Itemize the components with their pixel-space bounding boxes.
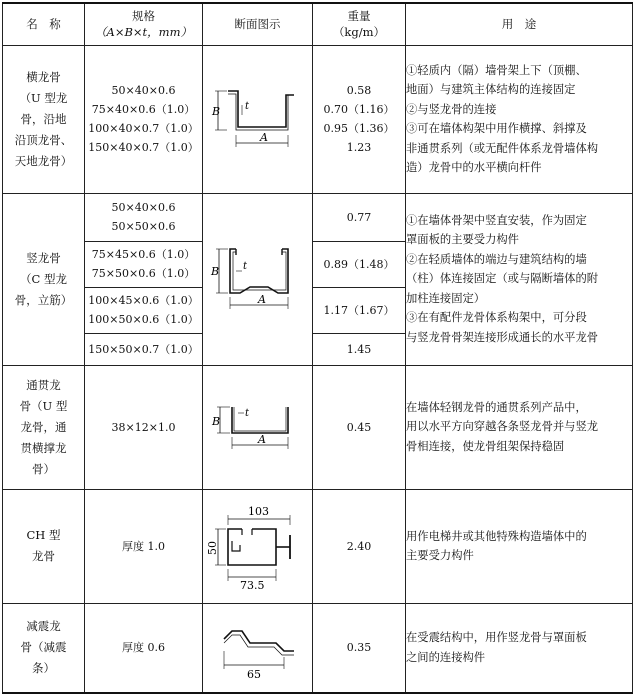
horizontal-use <box>406 45 633 193</box>
ch-weight: 2.40 <box>313 489 406 603</box>
vertical-spec-group-2 <box>85 241 203 287</box>
through-section-figure <box>203 365 313 489</box>
horizontal-use-l4: ③可在墙体构架中用作横撑、斜撑及 <box>406 122 587 135</box>
ch-use-l1: 用作电梯井或其他特殊构造墙体中的 <box>406 529 587 543</box>
header-weight-line2: （kg/m） <box>332 25 386 40</box>
horizontal-weight-2: 0.70（1.16） <box>323 103 395 116</box>
keel-spec-table <box>2 2 633 694</box>
c-profile-figure <box>206 239 310 319</box>
damping-weight: 0.35 <box>313 603 406 693</box>
horizontal-name-l2: （U 型龙 <box>19 90 68 105</box>
ch-section-figure <box>203 489 313 603</box>
vertical-name-l2: （C 型龙 <box>20 271 67 286</box>
vertical-use <box>406 193 633 365</box>
ch-name-l2: 龙骨 <box>32 549 55 563</box>
horizontal-section-figure <box>203 45 313 193</box>
row-ch-keel <box>3 489 633 603</box>
fig-label-b: B <box>211 415 220 428</box>
horizontal-name-l4: 沿顶龙骨、 <box>14 132 73 147</box>
vertical-spec-group-3 <box>85 287 203 333</box>
damping-use <box>406 603 633 693</box>
ch-spec: 厚度 1.0 <box>85 489 203 603</box>
through-use-l1: 在墙体轻钢龙骨的通贯系列产品中， <box>406 400 587 414</box>
u-channel-figure <box>206 397 310 457</box>
vertical-weight-4: 1.45 <box>313 333 406 365</box>
vertical-use-l5: 加柱连接固定） <box>406 291 486 305</box>
ch-use <box>406 489 633 603</box>
fig-label-a: A <box>257 293 266 306</box>
horizontal-name-l5: 天地龙骨） <box>14 153 73 168</box>
vertical-use-l4: （柱）体连接固定（或与隔断墙体的附 <box>406 272 599 286</box>
fig-label-50: 50 <box>205 541 219 555</box>
header-spec <box>85 3 203 45</box>
header-section: 断面图示 <box>203 3 313 45</box>
ch-profile-figure <box>206 501 310 591</box>
vertical-use-l7: 与竖龙骨骨架连接形成通长的水平龙骨 <box>406 330 599 344</box>
horizontal-spec-4: 150×40×0.7（1.0） <box>88 141 199 154</box>
vertical-spec-2a: 75×45×0.6（1.0） <box>91 248 196 261</box>
ch-name <box>3 489 85 603</box>
horizontal-use-l6: 造）龙骨中的水平横向杆件 <box>406 161 542 174</box>
row-damping-keel <box>3 603 633 693</box>
vertical-weight-2: 0.89（1.48） <box>313 241 406 287</box>
damping-name <box>3 603 85 693</box>
damping-name-l3: 条） <box>32 661 55 676</box>
ch-name-l1: CH 型 <box>26 528 61 542</box>
damping-spec: 厚度 0.6 <box>85 603 203 693</box>
vertical-spec-3a: 100×45×0.6（1.0） <box>88 294 199 307</box>
header-name: 名 称 <box>3 3 85 45</box>
through-name-l1: 通贯龙 <box>26 377 61 392</box>
through-weight: 0.45 <box>313 365 406 489</box>
vertical-use-l1: ①在墙体骨架中竖直安装，作为固定 <box>406 213 587 227</box>
vertical-weight-3: 1.17（1.67） <box>313 287 406 333</box>
through-name-l4: 贯横撑龙 <box>20 440 67 455</box>
vertical-weight-1: 0.77 <box>313 193 406 241</box>
vertical-use-l6: ③在有配件龙骨体系构架中，可分段 <box>406 311 587 325</box>
through-name-l3: 龙骨，通 <box>20 419 67 434</box>
through-name-l5: 骨） <box>32 461 55 476</box>
damping-profile-figure <box>206 617 310 679</box>
fig-label-b: B <box>211 105 220 118</box>
vertical-use-l3: ②在轻质墙体的端边与建筑结构的墙 <box>406 252 587 266</box>
fig-label-t: t <box>244 408 249 419</box>
through-use-l3: 骨相连接，使龙骨组架保持稳固 <box>406 439 565 453</box>
through-use-l2: 用以水平方向穿越各条竖龙骨并与竖龙 <box>406 420 599 434</box>
row-horizontal-keel <box>3 45 633 193</box>
fig-label-65: 65 <box>246 667 261 679</box>
through-name <box>3 365 85 489</box>
damping-section-figure <box>203 603 313 693</box>
header-spec-line1: 规格 <box>132 9 155 24</box>
damping-name-l2: 骨（减震 <box>20 640 67 655</box>
vertical-spec-2b: 75×50×0.6（1.0） <box>91 267 196 280</box>
horizontal-spec-1: 50×40×0.6 <box>111 84 176 97</box>
ch-use-l2: 主要受力构件 <box>406 549 474 562</box>
vertical-spec-1a: 50×40×0.6 <box>111 201 176 214</box>
fig-label-a: A <box>259 131 268 144</box>
horizontal-use-l5: 非通贯系列（或无配件体系龙骨墙体构 <box>406 141 599 155</box>
vertical-spec-group-1 <box>85 193 203 241</box>
horizontal-use-l1: ①轻质内（隔）墙骨架上下（顶棚、 <box>406 63 587 77</box>
header-weight <box>313 3 406 45</box>
table-header-row <box>3 3 633 45</box>
horizontal-weights <box>313 45 406 193</box>
fig-label-103: 103 <box>247 505 269 518</box>
header-weight-line1: 重量 <box>347 9 371 24</box>
through-use <box>406 365 633 489</box>
vertical-spec-4: 150×50×0.7（1.0） <box>85 333 203 365</box>
horizontal-spec-2: 75×40×0.6（1.0） <box>91 103 196 116</box>
horizontal-weight-3: 0.95（1.36） <box>323 122 395 135</box>
vertical-use-l2: 罩面板的主要受力构件 <box>406 233 519 247</box>
fig-label-a: A <box>257 433 266 446</box>
vertical-name <box>3 193 85 365</box>
damping-use-l2: 之间的连接构件 <box>406 650 486 664</box>
u-profile-figure <box>206 83 310 155</box>
header-use: 用 途 <box>406 3 633 45</box>
through-name-l2: 骨（U 型 <box>19 398 68 413</box>
horizontal-name-l1: 横龙骨 <box>26 69 61 84</box>
horizontal-use-l3: ②与竖龙骨的连接 <box>406 102 497 116</box>
vertical-spec-3b: 100×50×0.6（1.0） <box>88 313 199 326</box>
horizontal-weight-4: 1.23 <box>346 141 372 154</box>
horizontal-name <box>3 45 85 193</box>
vertical-section-figure <box>203 193 313 365</box>
damping-name-l1: 减震龙 <box>26 619 61 634</box>
vertical-spec-1b: 50×50×0.6 <box>111 220 176 233</box>
vertical-name-l3: 骨，立筋） <box>14 292 73 307</box>
horizontal-spec-3: 100×40×0.7（1.0） <box>88 122 199 135</box>
horizontal-name-l3: 骨，沿地 <box>20 111 67 126</box>
fig-label-t: t <box>242 261 247 272</box>
fig-label-t: t <box>244 101 249 112</box>
damping-use-l1: 在受震结构中，用作竖龙骨与罩面板 <box>406 631 587 645</box>
horizontal-weight-1: 0.58 <box>346 84 372 97</box>
horizontal-specs <box>85 45 203 193</box>
row-through-keel <box>3 365 633 489</box>
header-spec-line2: （A×B×t，mm） <box>95 25 192 40</box>
fig-label-73-5: 73.5 <box>239 579 264 591</box>
fig-label-b: B <box>210 265 219 278</box>
row-vertical-keel-a <box>3 193 633 241</box>
vertical-name-l1: 竖龙骨 <box>26 250 61 265</box>
horizontal-use-l2: 地面）与建筑主体结构的连接固定 <box>406 83 576 96</box>
through-spec: 38×12×1.0 <box>85 365 203 489</box>
